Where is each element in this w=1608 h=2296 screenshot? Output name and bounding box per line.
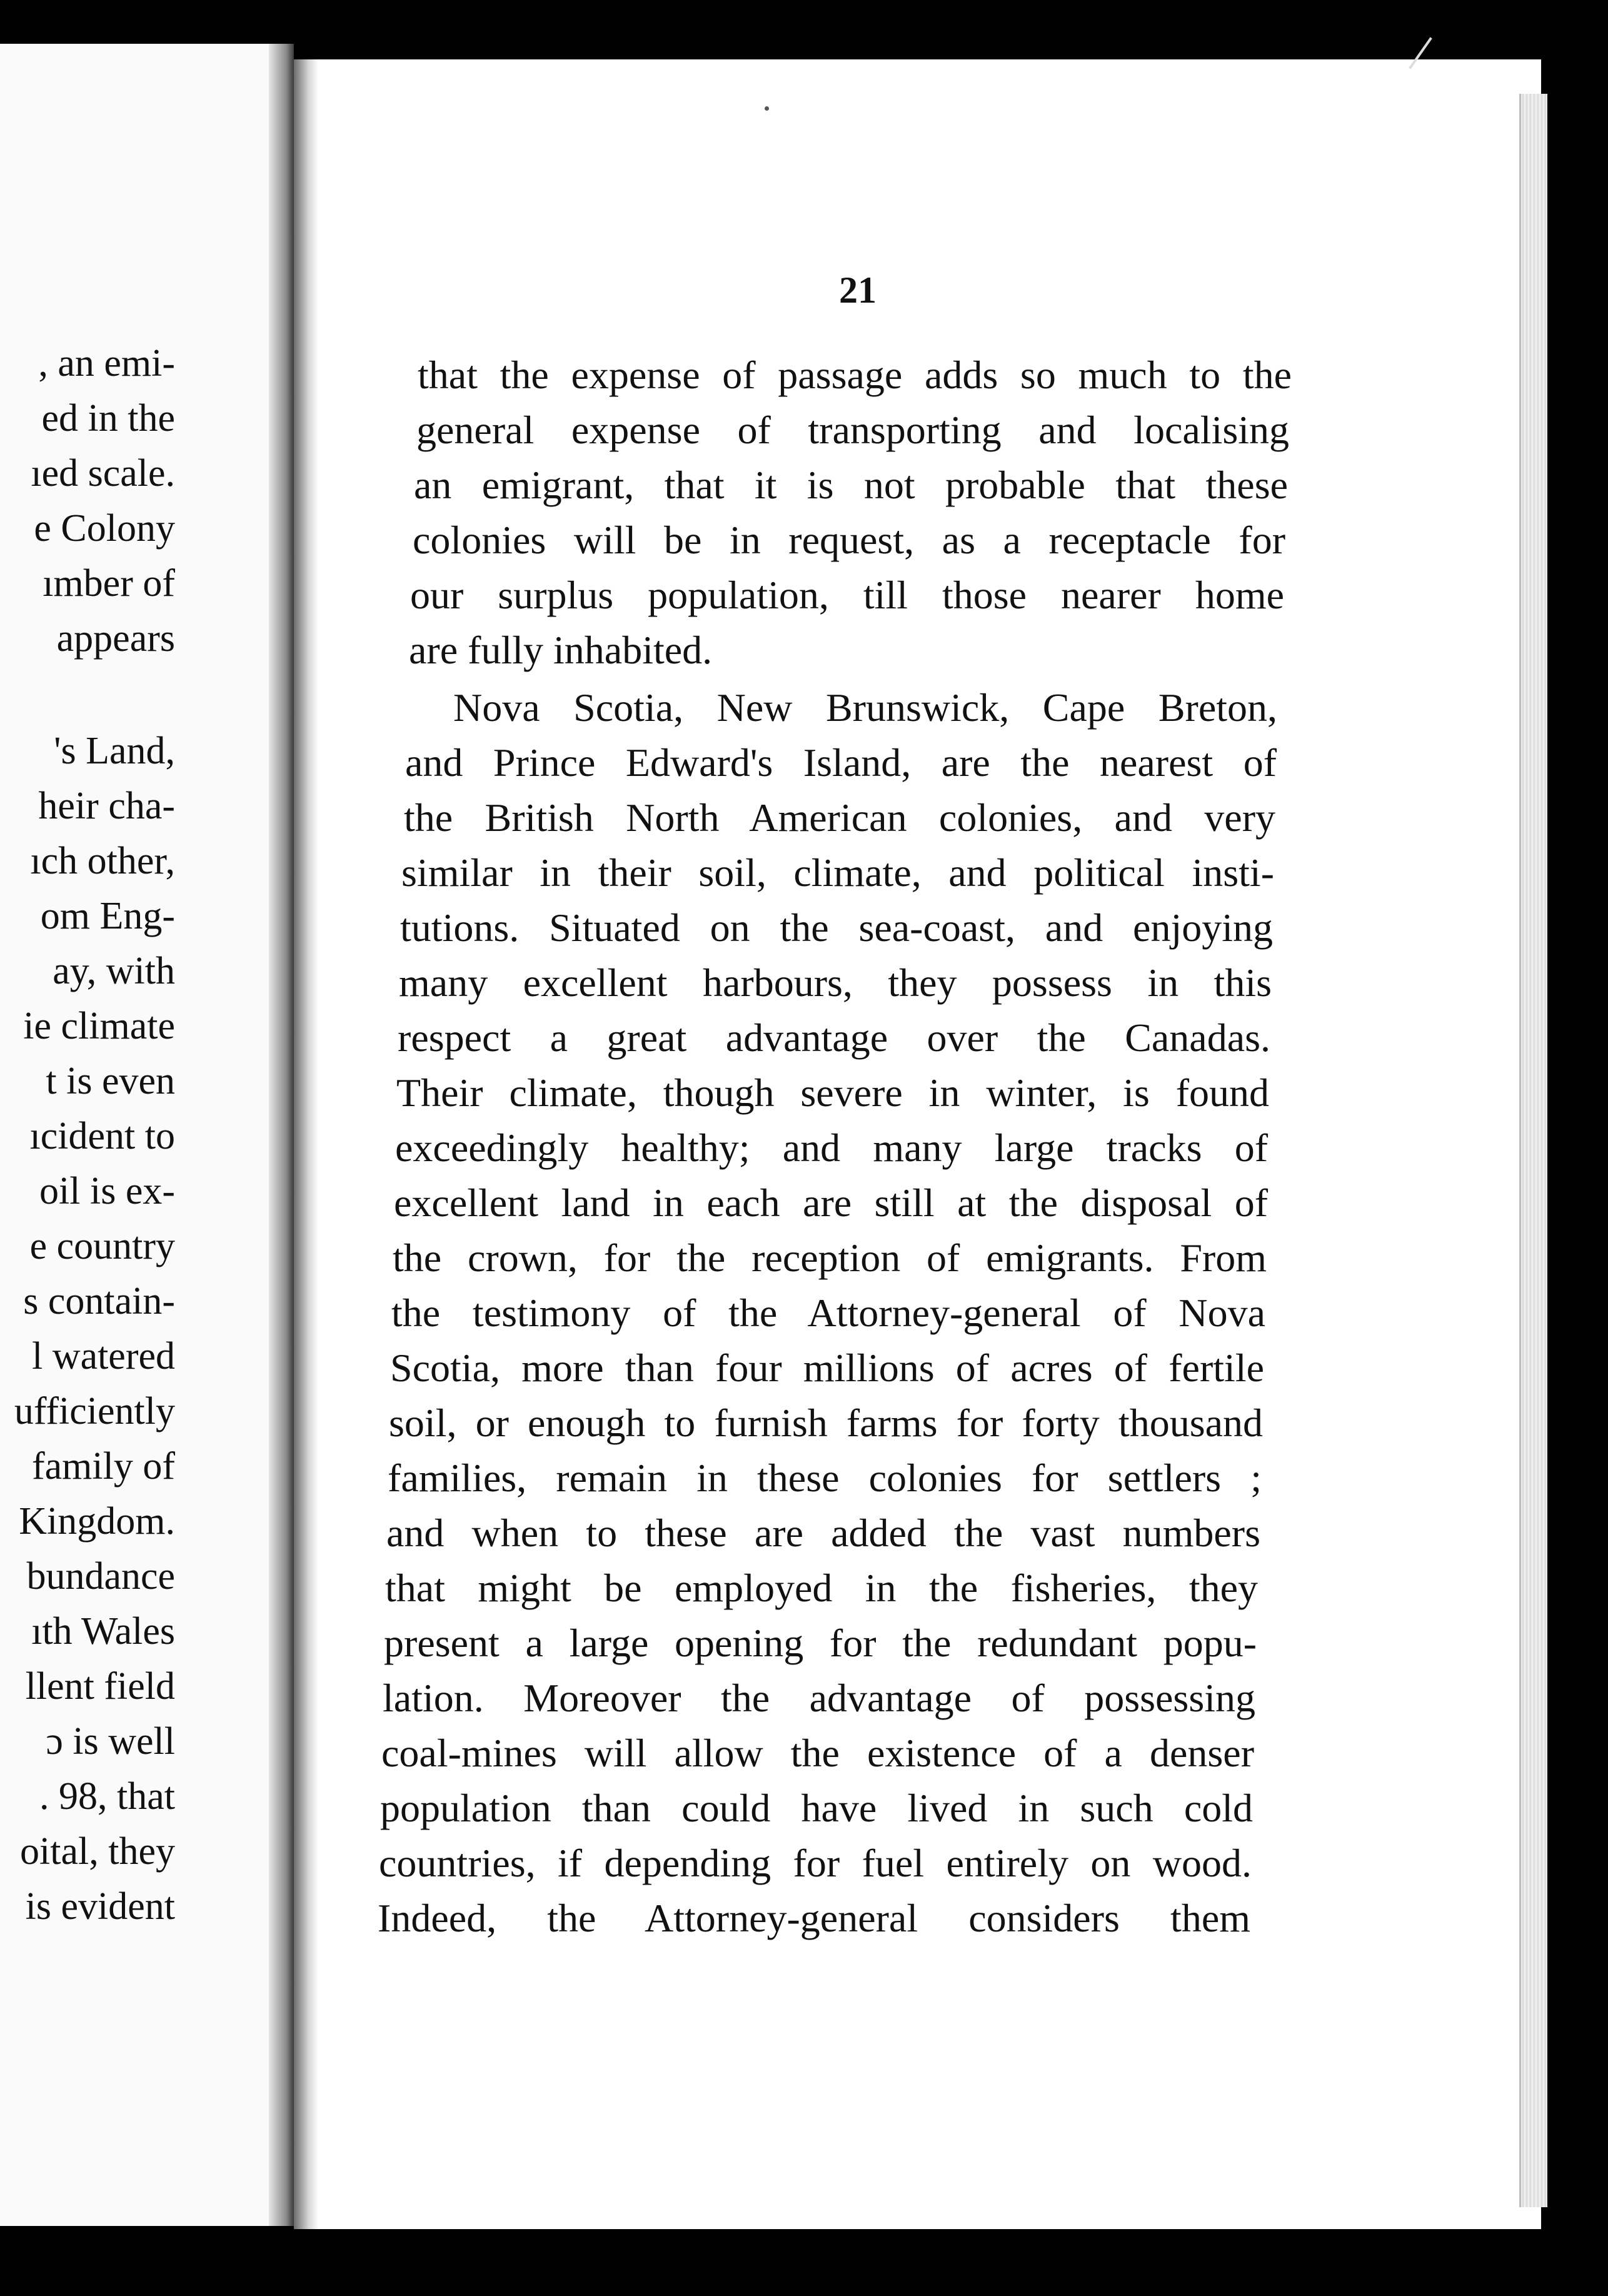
left-page-line: family of bbox=[32, 1445, 175, 1488]
body-line: many excellent harbours, they possess in this bbox=[399, 960, 1272, 1005]
page-edge-stack bbox=[1519, 94, 1547, 2207]
left-page-line: ıch other, bbox=[30, 840, 175, 882]
left-page-line: Kingdom. bbox=[19, 1500, 175, 1543]
body-line: and Prince Edward's Island, are the nearest of bbox=[405, 740, 1277, 785]
body-line: present a large opening for the redundant popu- bbox=[384, 1621, 1257, 1665]
body-line: Scotia, more than four millions of acres of fertile bbox=[390, 1346, 1264, 1390]
left-page-line: ıth Wales bbox=[31, 1610, 175, 1653]
left-page-line: ıed scale. bbox=[31, 452, 175, 495]
left-page-line: , an emi- bbox=[38, 342, 175, 385]
body-line: population than could have lived in such cold bbox=[380, 1786, 1253, 1830]
left-page-line: appears bbox=[56, 617, 175, 660]
body-line: families, remain in these colonies for settlers ; bbox=[388, 1456, 1262, 1500]
left-page-line: e Colony bbox=[34, 507, 175, 550]
body-line: Indeed, the Attorney-general considers them bbox=[378, 1896, 1250, 1940]
left-page-line: ie climate bbox=[23, 1005, 175, 1047]
body-line: Their climate, though severe in winter, is found bbox=[396, 1070, 1269, 1115]
left-page-line: ımber of bbox=[43, 562, 175, 605]
body-line: lation. Moreover the advantage of possessing bbox=[383, 1676, 1255, 1720]
left-page-line: ufficiently bbox=[14, 1390, 175, 1432]
body-line: the British North American colonies, and very bbox=[404, 795, 1275, 840]
left-page-line: ed in the bbox=[41, 397, 175, 440]
body-line: the crown, for the reception of emigrants. From bbox=[393, 1236, 1267, 1280]
body-line: that the expense of passage adds so much to the bbox=[418, 353, 1292, 397]
left-page-line: heir cha- bbox=[38, 785, 175, 827]
body-line: coal-mines will allow the existence of a denser bbox=[381, 1731, 1254, 1775]
left-page-line: ɔ is well bbox=[46, 1720, 175, 1763]
left-page-line: l watered bbox=[32, 1335, 175, 1377]
body-line: that might be employed in the fisheries, they bbox=[385, 1566, 1258, 1610]
left-page-line: llent field bbox=[25, 1665, 175, 1708]
body-line: and when to these are added the vast numbers bbox=[386, 1511, 1260, 1555]
dust-speck bbox=[765, 106, 769, 111]
body-line: excellent land in each are still at the disposal of bbox=[394, 1181, 1268, 1225]
body-line: similar in their soil, climate, and political insti- bbox=[401, 850, 1274, 895]
left-page-line: oital, they bbox=[20, 1830, 175, 1873]
left-page-line: is evident bbox=[25, 1885, 175, 1928]
body-line: are fully inhabited. bbox=[409, 628, 713, 672]
right-gutter-shadow bbox=[294, 59, 319, 2229]
body-line: general expense of transporting and localising bbox=[416, 408, 1289, 452]
left-page-line: 's Land, bbox=[54, 730, 175, 772]
previous-page bbox=[0, 44, 294, 2226]
left-page-line: om Eng- bbox=[40, 895, 175, 937]
body-line: exceedingly healthy; and many large tracks of bbox=[395, 1125, 1268, 1170]
left-page-line: bundance bbox=[26, 1555, 175, 1598]
page-number: 21 bbox=[839, 269, 877, 311]
left-page-line: t is even bbox=[46, 1060, 175, 1102]
left-page-line: s contain- bbox=[23, 1280, 175, 1322]
body-line: tutions. Situated on the sea-coast, and enjoying bbox=[400, 905, 1273, 950]
body-line: the testimony of the Attorney-general of Nova bbox=[391, 1291, 1265, 1335]
left-page-line: ay, with bbox=[53, 950, 175, 992]
body-line: Nova Scotia, New Brunswick, Cape Breton, bbox=[453, 685, 1277, 730]
left-gutter-shadow bbox=[269, 44, 294, 2226]
body-line: soil, or enough to furnish farms for forty thousand bbox=[389, 1401, 1263, 1445]
left-page-line: oil is ex- bbox=[39, 1170, 175, 1212]
body-line: our surplus population, till those nearer home bbox=[410, 573, 1284, 617]
body-line: an emigrant, that it is not probable that these bbox=[414, 463, 1288, 507]
left-page-line: ıcident to bbox=[29, 1115, 175, 1157]
left-page-line: e country bbox=[29, 1225, 175, 1267]
body-line: colonies will be in request, as a receptacle for bbox=[413, 518, 1285, 562]
left-page-line: . 98, that bbox=[39, 1775, 175, 1818]
body-line: respect a great advantage over the Canadas. bbox=[398, 1015, 1270, 1060]
body-line: countries, if depending for fuel entirely on wood. bbox=[379, 1841, 1252, 1885]
